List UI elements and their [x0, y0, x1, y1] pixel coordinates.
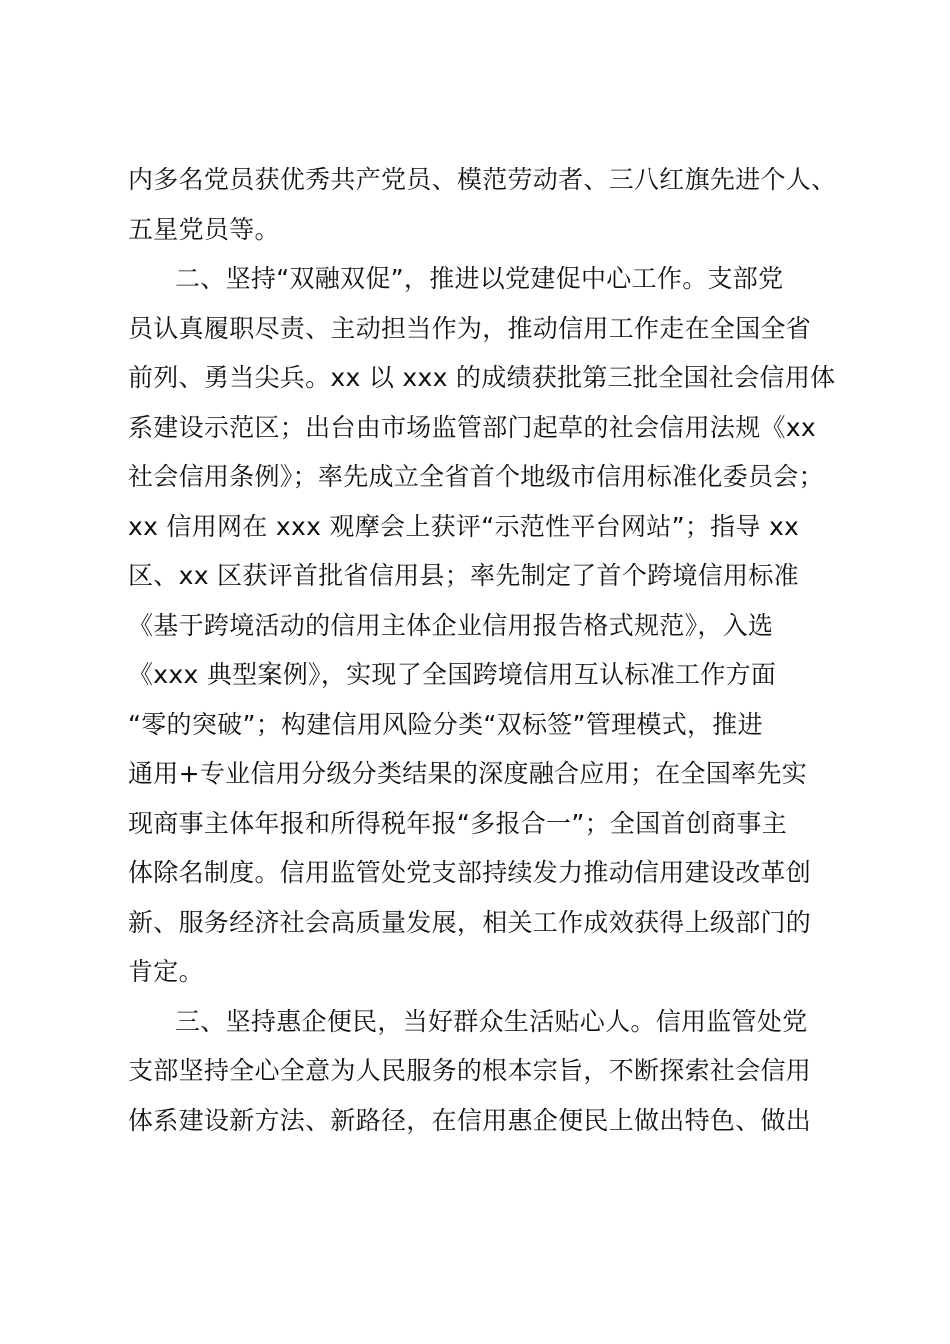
- text-line: 五星党员等。: [128, 214, 280, 244]
- text-line: 《xxx 典型案例》，实现了全国跨境信用互认标准工作方面: [128, 660, 777, 689]
- text-line: 通用+专业信用分级分类结果的深度融合应用；在全国率先实: [128, 759, 808, 788]
- section-heading-line: 二、坚持“双融双促”，推进以党建促中心工作。支部党: [175, 264, 784, 293]
- section-heading-line: 三、坚持惠企便民，当好群众生活贴心人。信用监管处党: [175, 1006, 808, 1036]
- text-line: “零的突破”；构建信用风险分类“双标签”管理模式，推进: [128, 709, 763, 739]
- text-line: 新、服务经济社会高质量发展，相关工作成效获得上级部门的: [128, 907, 812, 937]
- text-line: 肯定。: [128, 957, 204, 986]
- text-line: 支部坚持全心全意为人民服务的根本宗旨，不断探索社会信用: [128, 1056, 812, 1085]
- text-line: 体除名制度。信用监管处党支部持续发力推动信用建设改革创: [128, 858, 812, 887]
- text-line: 前列、勇当尖兵。xx 以 xxx 的成绩获批第三批全国社会信用体: [128, 363, 836, 392]
- text-line: 内多名党员获优秀共产党员、模范劳动者、三八红旗先进个人、: [128, 165, 837, 194]
- text-line: 现商事主体年报和所得税年报“多报合一”；全国首创商事主: [128, 808, 788, 838]
- text-line: 系建设示范区；出台由市场监管部门起草的社会信用法规《xx: [128, 412, 816, 442]
- text-line: xx 信用网在 xxx 观摩会上获评“示范性平台网站”；指导 xx: [128, 511, 800, 541]
- text-line: 体系建设新方法、新路径，在信用惠企便民上做出特色、做出: [128, 1105, 812, 1135]
- text-line: 《基于跨境活动的信用主体企业信用报告格式规范》，入选: [128, 610, 774, 640]
- document-body: [128, 155, 838, 1145]
- text-line: 员认真履职尽责、主动担当作为，推动信用工作走在全国全省: [128, 313, 812, 343]
- text-line: 社会信用条例》；率先成立全省首个地级市信用标准化委员会；: [128, 462, 824, 491]
- text-line: 区、xx 区获评首批省信用县；率先制定了首个跨境信用标准: [128, 561, 799, 590]
